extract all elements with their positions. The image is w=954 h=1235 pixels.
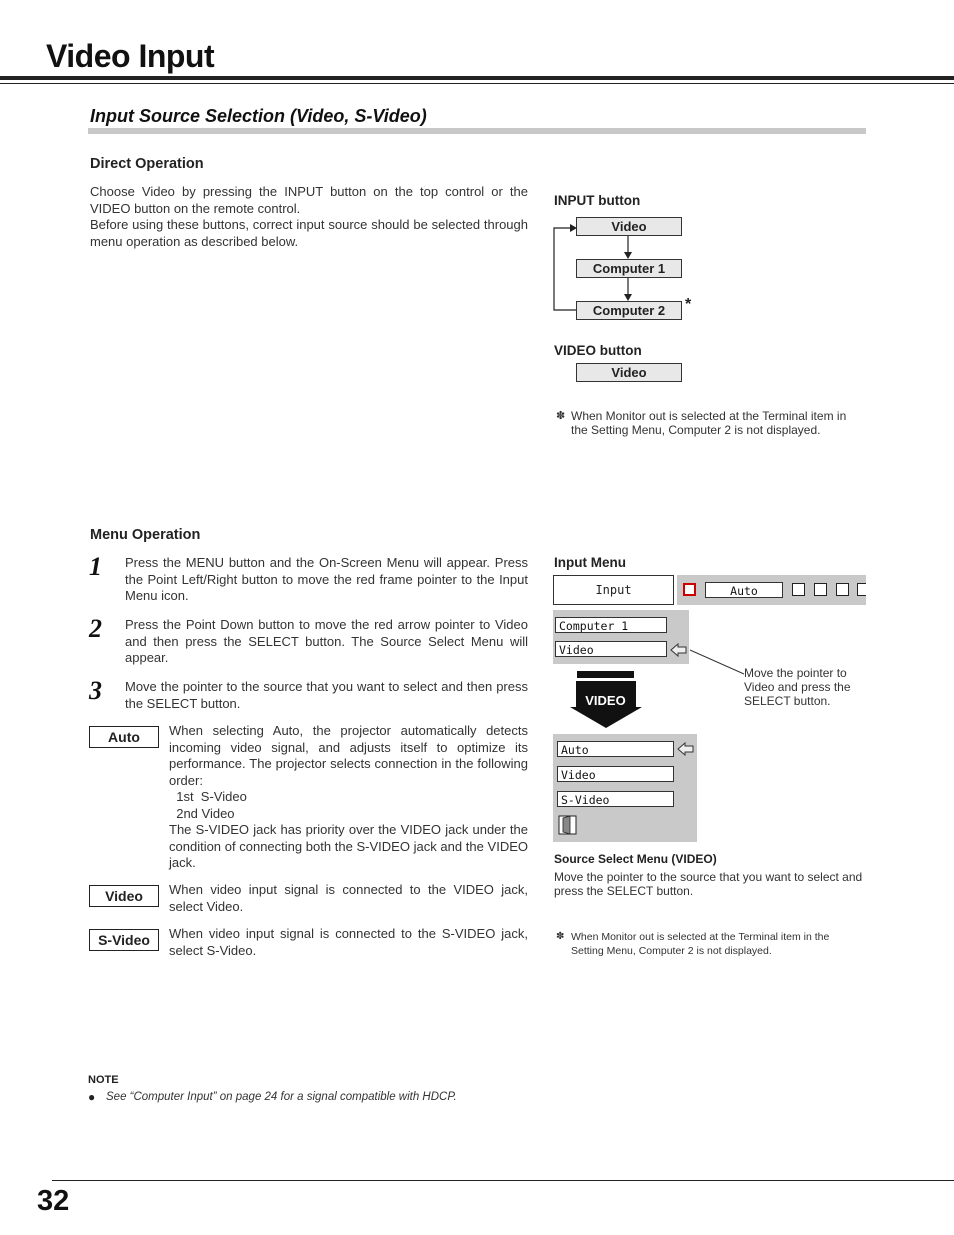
option-line: The S-VIDEO jack has priority over the VIDEO jack under the condition of connecting both the S-VIDEO jack and the VIDEO jack.	[169, 822, 528, 870]
step-number: 3	[89, 676, 102, 705]
footnote-mark: ✽	[556, 410, 566, 422]
input-icon	[683, 583, 696, 596]
menu-item-computer1: Computer 1	[555, 617, 667, 633]
step-number: 1	[89, 552, 102, 581]
direct-footnote: When Monitor out is selected at the Terminal item in the Setting Menu, Computer 2 is not displayed.	[571, 409, 847, 437]
source-pointer-arrow-icon	[677, 742, 695, 756]
step-text: Move the pointer to the source that you want to select and then press the SELECT button.	[125, 679, 528, 711]
title-rule	[0, 76, 954, 80]
option-label-video: Video	[89, 885, 159, 907]
section-rule	[88, 128, 866, 134]
sequence-video-box: Video	[576, 217, 682, 236]
page-title: Video Input	[46, 38, 215, 74]
option-label-svideo: S-Video	[89, 929, 159, 951]
section-title: Input Source Selection (Video, S-Video)	[90, 106, 427, 126]
source-item-auto: Auto	[557, 741, 674, 757]
option-line: 1st S-Video	[169, 789, 247, 804]
sequence-computer1-box: Computer 1	[576, 259, 682, 278]
page-number: 32	[37, 1185, 70, 1217]
direct-operation-text	[90, 184, 528, 250]
callout-line	[688, 648, 748, 678]
video-button-box: Video	[576, 363, 682, 382]
note-heading: NOTE	[88, 1074, 119, 1086]
input-button-label: INPUT button	[554, 193, 641, 208]
more-icon	[857, 583, 866, 596]
video-button-label: VIDEO button	[554, 343, 642, 358]
menu-footnote: When Monitor out is selected at the Terminal item in the Setting Menu, Computer 2 is not displayed.	[571, 931, 830, 957]
exit-icon	[558, 815, 578, 835]
arrow-label: VIDEO	[585, 693, 626, 708]
setting-icon	[836, 583, 849, 596]
note-text: See “Computer Input” on page 24 for a signal compatible with HDCP.	[106, 1091, 457, 1103]
option-line: When selecting Auto, the projector automatically detects incoming video signal, and adjusts itself to optimize its performance. The projector selects connection in the following order:	[169, 723, 528, 788]
source-select-heading: Source Select Menu (VIDEO)	[554, 852, 717, 866]
source-item-svideo: S-Video	[557, 791, 674, 807]
menu-operation-heading: Menu Operation	[90, 527, 201, 543]
sequence-computer2-box: Computer 2	[576, 301, 682, 320]
sequence-arrows	[548, 220, 688, 320]
pointer-arrow-icon	[670, 643, 688, 657]
direct-operation-heading: Direct Operation	[90, 156, 204, 172]
direct-para-2: Before using these buttons, correct input source should be selected through menu operation as described below.	[90, 217, 528, 249]
menu-title-box: Input	[553, 575, 674, 605]
step-text: Press the Point Down button to move the red arrow pointer to Video and then press the SELECT button. The Source Select Menu will appear.	[125, 617, 528, 665]
footnote-mark: ✽	[556, 931, 565, 942]
footer-rule	[52, 1180, 954, 1181]
arrow-bar	[577, 671, 634, 678]
menu-item-video: Video	[555, 641, 667, 657]
step-text: Press the MENU button and the On-Screen Menu will appear. Press the Point Left/Right button to move the red frame pointer to the Input Menu icon.	[125, 555, 528, 603]
input-menu-heading: Input Menu	[554, 555, 626, 570]
step-number: 2	[89, 614, 102, 643]
note-bullet: ●	[88, 1090, 96, 1104]
option-desc-auto	[169, 723, 528, 872]
source-select-text: Move the pointer to the source that you want to select and press the SELECT button.	[554, 870, 863, 898]
title-rule-thin	[0, 83, 954, 84]
menu-value-field: Auto	[705, 582, 783, 598]
image-icon	[814, 583, 827, 596]
sequence-asterisk: *	[685, 296, 692, 313]
source-item-video: Video	[557, 766, 674, 782]
option-desc-svideo: When video input signal is connected to the S-VIDEO jack, select S-Video.	[169, 926, 528, 958]
direct-para-1: Choose Video by pressing the INPUT button on the top control or the VIDEO button on the remote control.	[90, 184, 528, 216]
callout-text: Move the pointer to Video and press the SELECT button.	[744, 666, 851, 708]
option-label-auto: Auto	[89, 726, 159, 748]
option-desc-video: When video input signal is connected to the VIDEO jack, select Video.	[169, 882, 528, 914]
option-line: 2nd Video	[169, 805, 235, 821]
screen-icon	[792, 583, 805, 596]
